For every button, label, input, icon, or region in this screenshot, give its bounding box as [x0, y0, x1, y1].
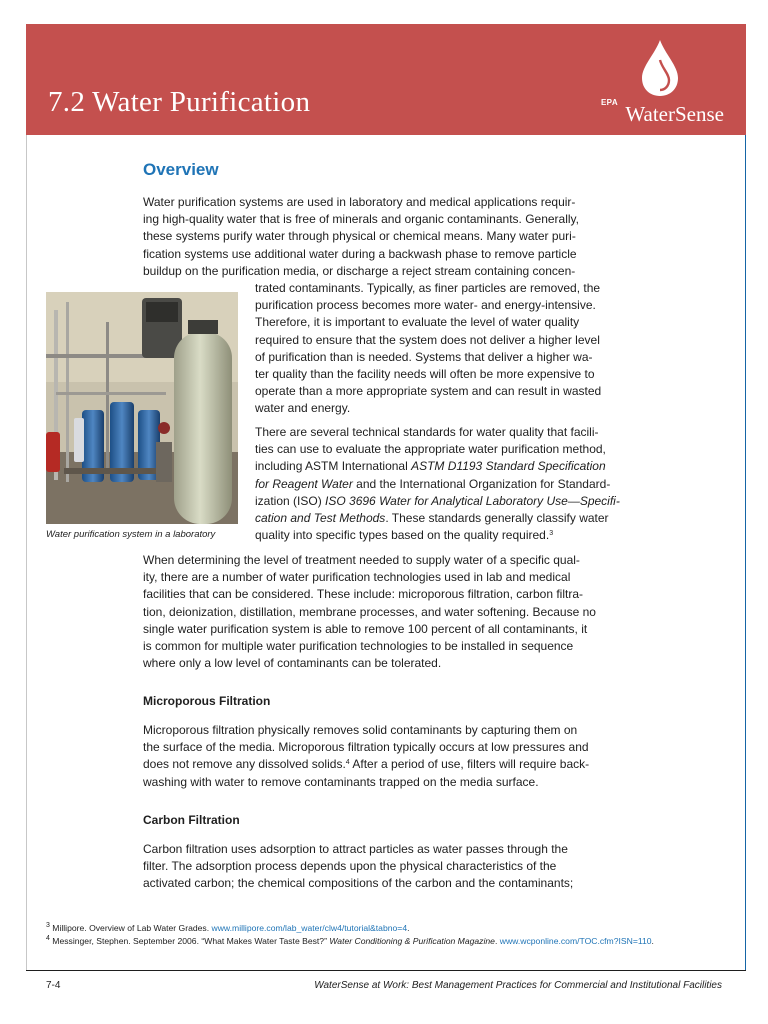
footnote-4: [46, 935, 654, 948]
text-line: Water purification systems are used in laboratory and medical applications requir-: [143, 195, 576, 209]
standard-title: cation and Test Methods: [255, 511, 386, 526]
footer-rule: [26, 970, 746, 971]
text-line: There are several technical standards for water quality that facili-: [255, 425, 599, 439]
page-number: 7-4: [46, 980, 61, 991]
text-line: Therefore, it is important to evaluate the level of water quality: [255, 315, 580, 330]
text-line: [255, 458, 625, 475]
header-band: [26, 24, 746, 135]
text-line: [255, 476, 625, 493]
carbon-paragraph: [143, 841, 628, 893]
standard-title: for Reagent Water: [255, 476, 353, 491]
text-line: facilities that can be considered. These include: microporous filtration, carbon filtra-: [143, 587, 583, 602]
text-line: these systems purify water through physical or chemical means. Many water puri-: [143, 229, 576, 244]
watersense-logo: [584, 38, 724, 128]
text-line: operate than a more appropriate system and can result in wasted: [255, 384, 602, 399]
text-line: activated carbon; the chemical compositions of the carbon and the contaminants;: [143, 876, 574, 891]
footnote-number: 3: [46, 922, 50, 929]
text-line: ter quality than the facility needs will often be more expensive to: [255, 367, 595, 382]
overview-paragraph-2: [255, 424, 625, 544]
text-line: washing with water to remove contaminants trapped on the media surface.: [143, 774, 539, 789]
text-line: ing high-quality water that is free of minerals and organic contaminants. Generally,: [143, 212, 580, 227]
text-line: filter. The adsorption process depends upon the physical characteristics of the: [143, 859, 557, 874]
text-line: When determining the level of treatment needed to supply water of a specific qual-: [143, 553, 580, 567]
right-margin-rule: [745, 135, 746, 970]
running-footer-title: WaterSense at Work: Best Management Practices for Commercial and Institutional Facilities: [314, 980, 722, 991]
text-run: quality into specific types based on the quality required.: [255, 528, 550, 543]
text-line: tion, deionization, distillation, membrane processes, and water softening. Because no: [143, 604, 596, 619]
overview-paragraph-1: [143, 194, 623, 280]
text-line: ties can use to evaluate the appropriate water purification method,: [255, 442, 606, 457]
text-run: ization (ISO): [255, 493, 326, 508]
standard-title: ASTM D1193 Standard Specification: [411, 459, 606, 474]
footnote-ref[interactable]: 3: [549, 530, 554, 538]
microporous-heading: Microporous Filtration: [143, 694, 271, 708]
text-line: [255, 493, 625, 510]
text-line: is common for multiple water purification technologies to be installed in sequence: [143, 639, 574, 654]
text-line: single water purification system is able to remove 100 percent of all contaminants, it: [143, 621, 588, 636]
text-run: . These standards generally classify water: [385, 511, 609, 526]
photo-caption: Water purification system in a laboratory: [46, 529, 216, 540]
footnote-text: .: [494, 936, 500, 946]
overview-heading: Overview: [143, 160, 219, 179]
water-drop-icon: [638, 38, 682, 98]
text-line: ity, there are a number of water purification technologies used in lab and medical: [143, 570, 571, 585]
footnote-number: 4: [46, 935, 50, 942]
footnote-text: Messinger, Stephen. September 2006. “What Makes Water Taste Best?”: [49, 936, 330, 946]
microporous-paragraph: [143, 722, 628, 791]
carbon-heading: Carbon Filtration: [143, 813, 240, 827]
footnote-ref[interactable]: 4: [345, 759, 350, 767]
overview-paragraph-3: [143, 552, 628, 672]
text-line: of purification than is needed. Systems that deliver a higher wa-: [255, 349, 593, 364]
lab-photo: [46, 292, 238, 524]
text-run: and the International Organization for Standard-: [352, 476, 611, 491]
text-line: [143, 756, 628, 773]
text-line: where only a low level of contaminants can be tolerated.: [143, 656, 442, 671]
text-line: required to ensure that the system does not deliver a higher level: [255, 332, 600, 347]
text-line: [255, 510, 625, 527]
text-run: including ASTM International: [255, 459, 412, 474]
text-line: [255, 527, 625, 544]
overview-paragraph-1-continued: [255, 280, 625, 418]
text-run: After a period of use, filters will require back-: [349, 757, 590, 772]
standard-title: ISO 3696 Water for Analytical Laboratory Use—Specifi-: [325, 493, 620, 508]
logo-agency: EPA: [600, 98, 618, 107]
left-margin-rule: [26, 135, 27, 970]
text-line: purification process becomes more water- and energy-intensive.: [255, 298, 596, 313]
text-line: buildup on the purification media, or discharge a reject stream containing concen-: [143, 263, 576, 278]
text-line: trated contaminants. Typically, as finer particles are removed, the: [255, 281, 601, 295]
logo-wordmark: WaterSense: [625, 102, 724, 126]
footnote-text: Millipore. Overview of Lab Water Grades.: [49, 923, 212, 933]
water-purification-photo-illustration: [46, 292, 238, 524]
text-line: fication systems use additional water during a backwash phase to remove particle: [143, 246, 577, 261]
text-line: water and energy.: [255, 401, 351, 416]
text-line: Microporous filtration physically removes solid contaminants by capturing them on: [143, 723, 578, 737]
text-run: does not remove any dissolved solids.: [143, 757, 346, 772]
footnote-link[interactable]: www.wcponline.com/TOC.cfm?ISN=110: [499, 936, 652, 946]
section-title: 7.2 Water Purification: [48, 86, 311, 118]
footnote-text: .: [651, 936, 654, 946]
footnote-text: .: [407, 923, 410, 933]
footnote-link[interactable]: www.millipore.com/lab_water/clw4/tutorial&tabno=4: [211, 923, 408, 933]
text-line: Carbon filtration uses adsorption to attract particles as water passes through the: [143, 842, 568, 856]
footnote-3: [46, 922, 654, 935]
journal-title: Water Conditioning & Purification Magazine: [329, 936, 495, 946]
text-line: the surface of the media. Microporous filtration typically occurs at low pressures and: [143, 740, 589, 755]
footnotes: [46, 922, 654, 948]
